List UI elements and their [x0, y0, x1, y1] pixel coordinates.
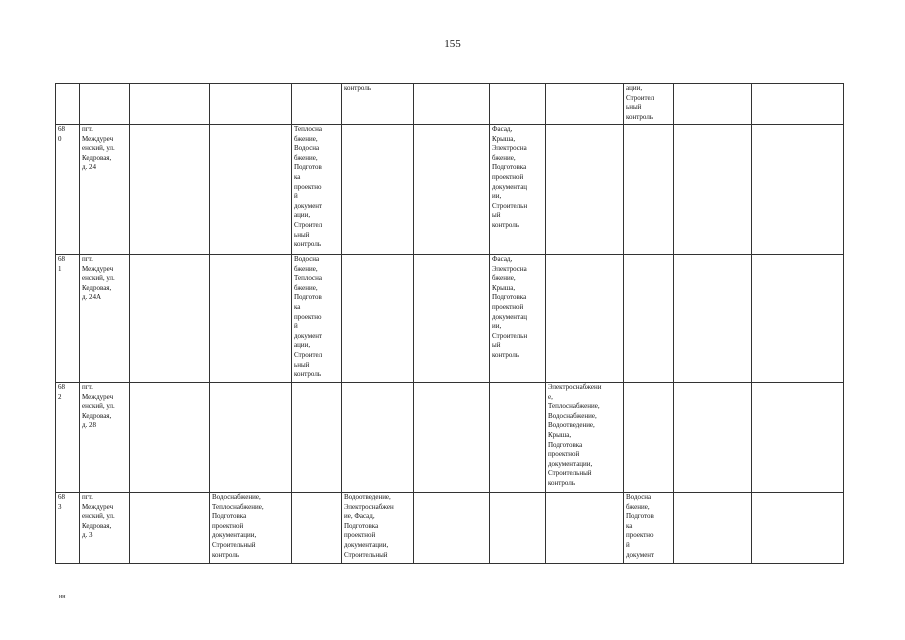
cell — [674, 255, 752, 383]
cell — [752, 383, 844, 493]
cell — [292, 383, 342, 493]
program-table — [55, 83, 844, 564]
cell: ации, Строител ьный контроль — [624, 84, 674, 125]
cell — [342, 255, 414, 383]
table-row — [56, 255, 844, 383]
cell-number: 68 2 — [56, 383, 80, 493]
cell-number: 68 3 — [56, 493, 80, 564]
cell — [624, 255, 674, 383]
cell — [414, 493, 490, 564]
table-row — [56, 383, 844, 493]
page-number: 155 — [444, 38, 461, 50]
cell-number: 68 0 — [56, 125, 80, 255]
table-row — [56, 125, 844, 255]
footer-mark: нн — [59, 594, 66, 600]
table-row — [56, 493, 844, 564]
cell — [546, 493, 624, 564]
cell: контроль — [342, 84, 414, 125]
cell — [342, 383, 414, 493]
cell — [414, 383, 490, 493]
cell — [414, 255, 490, 383]
cell — [210, 84, 292, 125]
cell — [752, 84, 844, 125]
cell-number — [56, 84, 80, 125]
cell — [210, 125, 292, 255]
cell — [490, 493, 546, 564]
table-body — [56, 84, 844, 564]
cell — [624, 383, 674, 493]
cell — [674, 125, 752, 255]
cell — [490, 383, 546, 493]
cell-address — [80, 84, 130, 125]
cell: Водосна бжение, Подготов ка проектно й документ — [624, 493, 674, 564]
cell — [210, 383, 292, 493]
cell: Фасад, Крыша, Электросна бжение, Подготовка проектной документац ии, Строительн ый контроль — [490, 125, 546, 255]
cell: Водоснабжение, Теплоснабжение, Подготовка проектной документации, Строительный контроль — [210, 493, 292, 564]
cell — [674, 84, 752, 125]
cell — [624, 125, 674, 255]
cell — [130, 84, 210, 125]
cell — [414, 125, 490, 255]
cell — [130, 125, 210, 255]
cell: Теплосна бжение, Водосна бжение, Подготов ка проектно й документ ации, Строител ьный контроль — [292, 125, 342, 255]
cell-address: пгт. Междуреч енский, ул. Кедровая, д. 24А — [80, 255, 130, 383]
cell — [674, 383, 752, 493]
cell — [490, 84, 546, 125]
cell — [292, 493, 342, 564]
cell: Электроснабжени е, Теплоснабжение, Водоснабжение, Водоотведение, Крыша, Подготовка проектной документации, Строительный контроль — [546, 383, 624, 493]
cell — [752, 493, 844, 564]
cell — [130, 493, 210, 564]
cell — [210, 255, 292, 383]
cell: Водоотведение, Электроснабжен ие, Фасад, Подготовка проектной документации, Строительный — [342, 493, 414, 564]
cell-address: пгт. Междуреч енский, ул. Кедровая, д. 24 — [80, 125, 130, 255]
cell — [752, 125, 844, 255]
cell — [546, 125, 624, 255]
cell: Фасад, Электросна бжение, Крыша, Подготовка проектной документац ии, Строительн ый контроль — [490, 255, 546, 383]
table-row — [56, 84, 844, 125]
cell-address: пгт. Междуреч енский, ул. Кедровая, д. 28 — [80, 383, 130, 493]
cell — [342, 125, 414, 255]
cell — [546, 255, 624, 383]
cell — [674, 493, 752, 564]
cell — [546, 84, 624, 125]
cell-number: 68 1 — [56, 255, 80, 383]
cell — [752, 255, 844, 383]
cell — [414, 84, 490, 125]
cell — [130, 383, 210, 493]
cell — [130, 255, 210, 383]
cell: Водосна бжение, Теплосна бжение, Подготов ка проектно й документ ации, Строител ьный контроль — [292, 255, 342, 383]
cell — [292, 84, 342, 125]
cell-address: пгт. Междуреч енский, ул. Кедровая, д. 3 — [80, 493, 130, 564]
